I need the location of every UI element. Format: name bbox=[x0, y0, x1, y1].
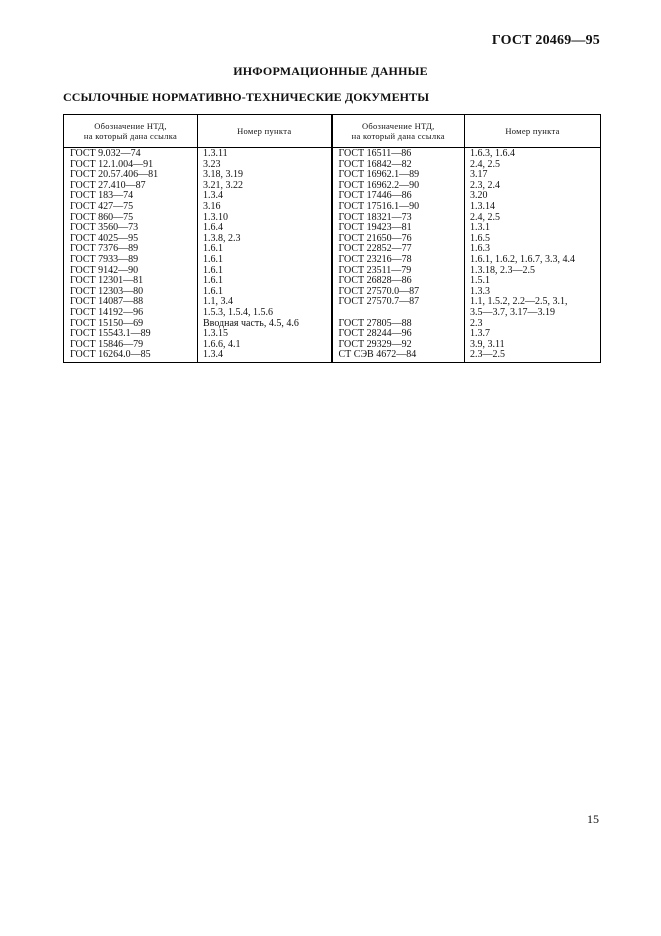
left-item-cell: 1.3.10 bbox=[198, 213, 332, 224]
right-item-cell: 1.3.7 bbox=[465, 329, 601, 340]
table-row bbox=[64, 223, 601, 234]
table-row bbox=[64, 319, 601, 330]
left-doc-cell: ГОСТ 12.1.004—91 bbox=[64, 160, 198, 171]
right-doc-cell: ГОСТ 28244—96 bbox=[332, 329, 465, 340]
right-doc-cell bbox=[332, 308, 465, 319]
right-item-cell: 1.6.3 bbox=[465, 244, 601, 255]
left-item-cell: 1.3.4 bbox=[198, 191, 332, 202]
table-row bbox=[64, 244, 601, 255]
references-table bbox=[63, 114, 601, 363]
right-item-cell: 1.3.14 bbox=[465, 202, 601, 213]
right-item-cell: 1.1, 1.5.2, 2.2—2.5, 3.1, bbox=[465, 297, 601, 308]
header-designation-line1: Обозначение НТД, bbox=[94, 121, 167, 131]
right-item-cell: 1.6.3, 1.6.4 bbox=[465, 148, 601, 160]
right-doc-cell: ГОСТ 16962.2—90 bbox=[332, 181, 465, 192]
right-item-cell: 3.9, 3.11 bbox=[465, 340, 601, 351]
left-item-cell: 1.3.11 bbox=[198, 148, 332, 160]
left-doc-cell: ГОСТ 14192—96 bbox=[64, 308, 198, 319]
header-designation-line2: на который дана ссылка bbox=[83, 131, 178, 141]
right-doc-cell: ГОСТ 17446—86 bbox=[332, 191, 465, 202]
right-doc-cell: СТ СЭВ 4672—84 bbox=[332, 350, 465, 362]
right-doc-cell: ГОСТ 27805—88 bbox=[332, 319, 465, 330]
right-item-cell: 1.6.5 bbox=[465, 234, 601, 245]
right-doc-cell: ГОСТ 27570.7—87 bbox=[332, 297, 465, 308]
table-row bbox=[64, 170, 601, 181]
table-row bbox=[64, 276, 601, 287]
right-item-cell: 2.3, 2.4 bbox=[465, 181, 601, 192]
right-doc-cell: ГОСТ 26828—86 bbox=[332, 276, 465, 287]
table-row bbox=[64, 308, 601, 319]
right-item-cell: 1.6.1, 1.6.2, 1.6.7, 3.3, 4.4 bbox=[465, 255, 601, 266]
right-item-cell: 1.3.1 bbox=[465, 223, 601, 234]
left-doc-cell: ГОСТ 15150—69 bbox=[64, 319, 198, 330]
table-row bbox=[64, 255, 601, 266]
left-doc-cell: ГОСТ 15846—79 bbox=[64, 340, 198, 351]
right-doc-cell: ГОСТ 21650—76 bbox=[332, 234, 465, 245]
document-code: ГОСТ 20469—95 bbox=[491, 33, 600, 48]
left-item-cell: 3.18, 3.19 bbox=[198, 170, 332, 181]
table-row bbox=[64, 160, 601, 171]
left-doc-cell: ГОСТ 27.410—87 bbox=[64, 181, 198, 192]
right-item-cell: 3.20 bbox=[465, 191, 601, 202]
right-doc-cell: ГОСТ 19423—81 bbox=[332, 223, 465, 234]
left-doc-cell: ГОСТ 14087—88 bbox=[64, 297, 198, 308]
right-doc-cell: ГОСТ 23511—79 bbox=[332, 266, 465, 277]
left-doc-cell: ГОСТ 12303—80 bbox=[64, 287, 198, 298]
page-number: 15 bbox=[587, 812, 599, 826]
right-doc-cell: ГОСТ 18321—73 bbox=[332, 213, 465, 224]
right-item-cell: 3.5—3.7, 3.17—3.19 bbox=[465, 308, 601, 319]
right-doc-cell: ГОСТ 17516.1—90 bbox=[332, 202, 465, 213]
left-doc-cell: ГОСТ 20.57.406—81 bbox=[64, 170, 198, 181]
table-row bbox=[64, 148, 601, 160]
subsection-title: ССЫЛОЧНЫЕ НОРМАТИВНО-ТЕХНИЧЕСКИЕ ДОКУМЕНТЫ bbox=[63, 90, 430, 104]
right-item-cell: 2.3—2.5 bbox=[465, 350, 601, 362]
table-row bbox=[64, 340, 601, 351]
left-doc-cell: ГОСТ 7376—89 bbox=[64, 244, 198, 255]
left-item-cell: 3.23 bbox=[198, 160, 332, 171]
right-item-cell: 1.3.3 bbox=[465, 287, 601, 298]
left-item-cell: 1.6.1 bbox=[198, 255, 332, 266]
header-designation-line2: на который дана ссылка bbox=[351, 131, 445, 141]
header-designation-right bbox=[332, 115, 465, 148]
left-item-cell: 1.6.4 bbox=[198, 223, 332, 234]
section-title: ИНФОРМАЦИОННЫЕ ДАННЫЕ bbox=[233, 64, 428, 78]
header-designation-left bbox=[64, 115, 198, 148]
table-body bbox=[64, 148, 601, 363]
table-row bbox=[64, 234, 601, 245]
right-item-cell: 1.5.1 bbox=[465, 276, 601, 287]
table-row bbox=[64, 191, 601, 202]
table-header-row bbox=[64, 115, 601, 148]
left-item-cell: 3.16 bbox=[198, 202, 332, 213]
table-row bbox=[64, 287, 601, 298]
right-item-cell: 2.4, 2.5 bbox=[465, 160, 601, 171]
right-doc-cell: ГОСТ 27570.0—87 bbox=[332, 287, 465, 298]
table-row bbox=[64, 181, 601, 192]
left-doc-cell: ГОСТ 7933—89 bbox=[64, 255, 198, 266]
left-item-cell: 3.21, 3.22 bbox=[198, 181, 332, 192]
left-doc-cell: ГОСТ 183—74 bbox=[64, 191, 198, 202]
left-item-cell: 1.6.6, 4.1 bbox=[198, 340, 332, 351]
left-item-cell: 1.1, 3.4 bbox=[198, 297, 332, 308]
table-row bbox=[64, 266, 601, 277]
left-item-cell: 1.3.15 bbox=[198, 329, 332, 340]
header-item-right: Номер пункта bbox=[465, 115, 601, 148]
table-row bbox=[64, 202, 601, 213]
left-doc-cell: ГОСТ 9142—90 bbox=[64, 266, 198, 277]
left-item-cell: 1.6.1 bbox=[198, 244, 332, 255]
left-item-cell: 1.3.8, 2.3 bbox=[198, 234, 332, 245]
left-item-cell: 1.6.1 bbox=[198, 276, 332, 287]
header-item-left: Номер пункта bbox=[198, 115, 332, 148]
right-item-cell: 3.17 bbox=[465, 170, 601, 181]
table-row bbox=[64, 350, 601, 362]
left-item-cell: 1.6.1 bbox=[198, 266, 332, 277]
left-item-cell: 1.5.3, 1.5.4, 1.5.6 bbox=[198, 308, 332, 319]
right-doc-cell: ГОСТ 16842—82 bbox=[332, 160, 465, 171]
left-doc-cell: ГОСТ 3560—73 bbox=[64, 223, 198, 234]
right-doc-cell: ГОСТ 23216—78 bbox=[332, 255, 465, 266]
right-doc-cell: ГОСТ 22852—77 bbox=[332, 244, 465, 255]
left-item-cell: 1.6.1 bbox=[198, 287, 332, 298]
left-item-cell: Вводная часть, 4.5, 4.6 bbox=[198, 319, 332, 330]
right-doc-cell: ГОСТ 16511—86 bbox=[332, 148, 465, 160]
right-item-cell: 1.3.18, 2.3—2.5 bbox=[465, 266, 601, 277]
right-item-cell: 2.3 bbox=[465, 319, 601, 330]
left-doc-cell: ГОСТ 4025—95 bbox=[64, 234, 198, 245]
left-doc-cell: ГОСТ 12301—81 bbox=[64, 276, 198, 287]
right-doc-cell: ГОСТ 16962.1—89 bbox=[332, 170, 465, 181]
left-doc-cell: ГОСТ 9.032—74 bbox=[64, 148, 198, 160]
left-doc-cell: ГОСТ 860—75 bbox=[64, 213, 198, 224]
header-designation-line1: Обозначение НТД, bbox=[361, 121, 435, 131]
left-doc-cell: ГОСТ 16264.0—85 bbox=[64, 350, 198, 362]
left-doc-cell: ГОСТ 15543.1—89 bbox=[64, 329, 198, 340]
table-row bbox=[64, 297, 601, 308]
right-doc-cell: ГОСТ 29329—92 bbox=[332, 340, 465, 351]
table-row bbox=[64, 329, 601, 340]
left-item-cell: 1.3.4 bbox=[198, 350, 332, 362]
left-doc-cell: ГОСТ 427—75 bbox=[64, 202, 198, 213]
table-row bbox=[64, 213, 601, 224]
right-item-cell: 2.4, 2.5 bbox=[465, 213, 601, 224]
